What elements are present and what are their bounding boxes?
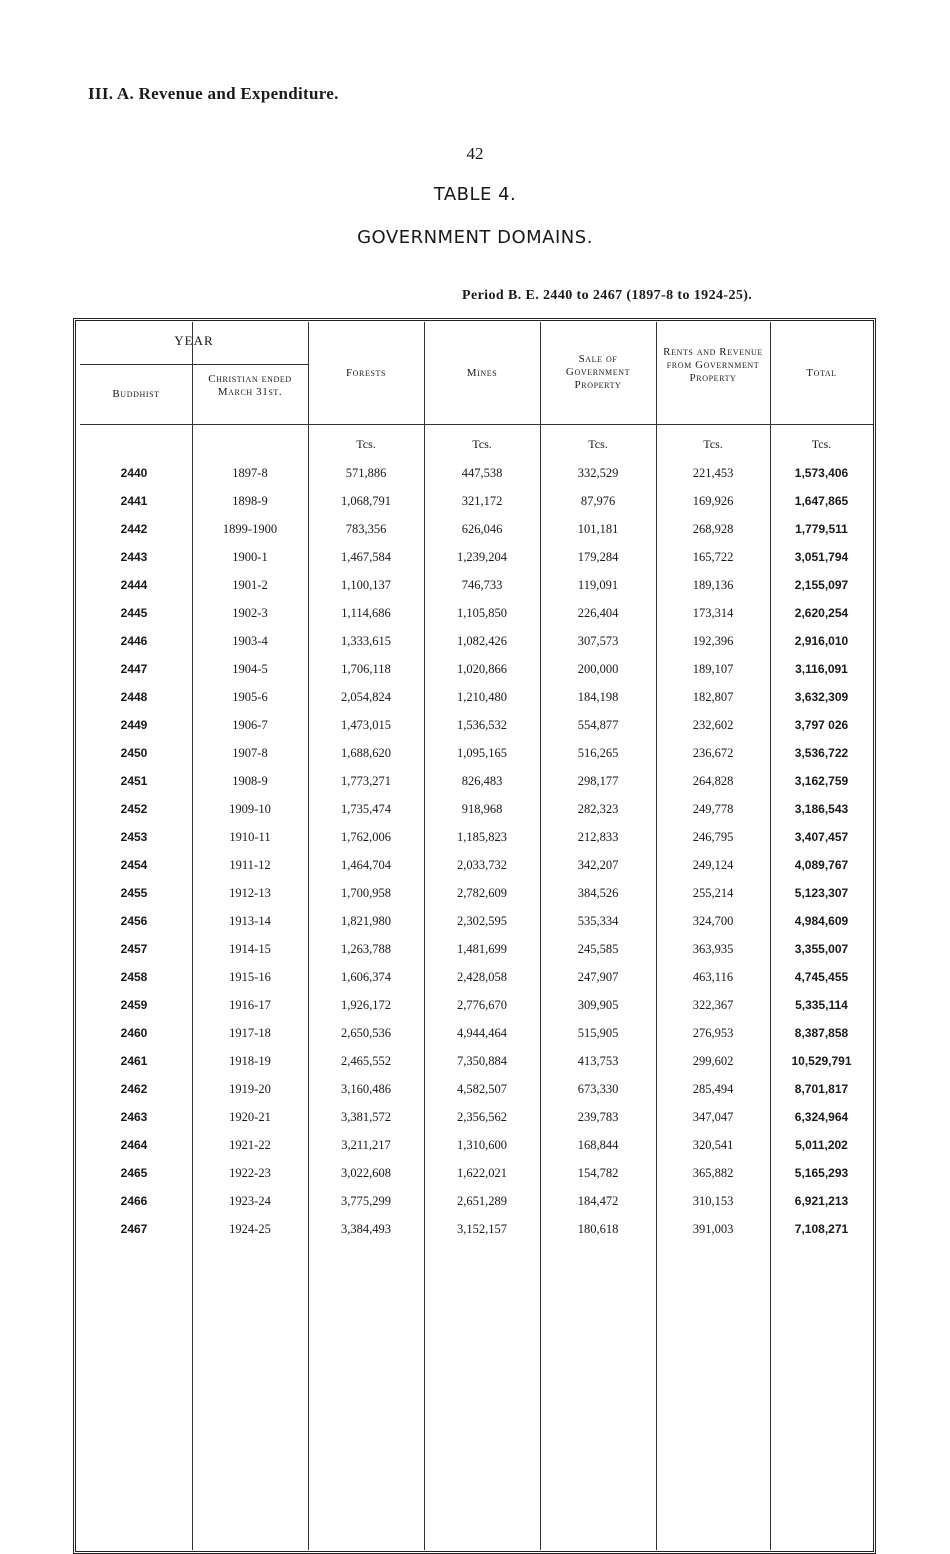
cell-buddhist-year: 2448 — [120, 690, 148, 704]
cell-mines: 447,538 — [461, 466, 503, 480]
cell-sale: 119,091 — [577, 578, 619, 592]
cell-sale: 554,877 — [577, 718, 619, 732]
cell-sale: 168,844 — [577, 1138, 619, 1152]
cell-buddhist-year: 2466 — [120, 1194, 148, 1208]
cell-mines: 4,582,507 — [457, 1082, 507, 1096]
cell-sale: 535,334 — [577, 914, 619, 928]
cell-rents: 189,107 — [692, 662, 734, 676]
cell-total: 3,536,722 — [794, 746, 849, 760]
cell-mines: 1,239,204 — [457, 550, 507, 564]
cell-forests: 1,606,374 — [341, 970, 391, 984]
header-sale-of-government-property: Sale of Government Property — [565, 353, 631, 391]
cell-christian-year: 1898-9 — [232, 494, 268, 508]
cell-christian-year: 1915-16 — [229, 970, 271, 984]
table-row — [76, 908, 873, 935]
cell-total: 8,387,858 — [794, 1026, 849, 1040]
table-row — [76, 712, 873, 739]
cell-christian-year: 1917-18 — [229, 1026, 271, 1040]
cell-mines: 1,105,850 — [457, 606, 507, 620]
table-row — [76, 460, 873, 487]
cell-forests: 1,688,620 — [341, 746, 391, 760]
cell-rents: 236,672 — [692, 746, 734, 760]
cell-total: 3,186,543 — [794, 802, 849, 816]
cell-forests: 2,650,536 — [341, 1026, 391, 1040]
cell-christian-year: 1900-1 — [232, 550, 268, 564]
cell-forests: 3,381,572 — [341, 1110, 391, 1124]
cell-forests: 3,384,493 — [341, 1222, 391, 1236]
cell-buddhist-year: 2463 — [120, 1110, 148, 1124]
cell-sale: 342,207 — [577, 858, 619, 872]
cell-buddhist-year: 2450 — [120, 746, 148, 760]
cell-total: 1,647,865 — [794, 494, 849, 508]
cell-christian-year: 1921-22 — [229, 1138, 271, 1152]
period-label: Period B. E. 2440 to 2467 (1897-8 to 1924-25). — [462, 288, 753, 303]
cell-christian-year: 1912-13 — [229, 886, 271, 900]
cell-rents: 299,602 — [692, 1054, 734, 1068]
cell-rents: 249,124 — [692, 858, 734, 872]
table-row — [76, 740, 873, 767]
cell-rents: 246,795 — [692, 830, 734, 844]
cell-sale: 245,585 — [577, 942, 619, 956]
cell-rents: 322,367 — [692, 998, 734, 1012]
cell-total: 3,051,794 — [794, 550, 849, 564]
table-row — [76, 964, 873, 991]
cell-total: 2,620,254 — [794, 606, 849, 620]
cell-rents: 324,700 — [692, 914, 734, 928]
cell-mines: 1,095,165 — [457, 746, 507, 760]
cell-buddhist-year: 2452 — [120, 802, 148, 816]
cell-mines: 826,483 — [461, 774, 503, 788]
cell-sale: 239,783 — [577, 1110, 619, 1124]
table-row — [76, 572, 873, 599]
cell-forests: 1,700,958 — [341, 886, 391, 900]
cell-buddhist-year: 2445 — [120, 606, 148, 620]
cell-mines: 1,536,532 — [457, 718, 507, 732]
cell-christian-year: 1909-10 — [229, 802, 271, 816]
cell-christian-year: 1920-21 — [229, 1110, 271, 1124]
cell-rents: 268,928 — [692, 522, 734, 536]
header-buddhist: Buddhist — [112, 388, 160, 400]
cell-sale: 154,782 — [577, 1166, 619, 1180]
cell-forests: 571,886 — [345, 466, 387, 480]
cell-sale: 184,472 — [577, 1194, 619, 1208]
cell-mines: 1,185,823 — [457, 830, 507, 844]
cell-rents: 249,778 — [692, 802, 734, 816]
cell-buddhist-year: 2462 — [120, 1082, 148, 1096]
cell-forests: 1,821,980 — [341, 914, 391, 928]
cell-rents: 276,953 — [692, 1026, 734, 1040]
cell-mines: 2,428,058 — [457, 970, 507, 984]
cell-christian-year: 1910-11 — [229, 830, 271, 844]
cell-total: 4,089,767 — [794, 858, 849, 872]
cell-total: 6,324,964 — [794, 1110, 849, 1124]
table-row — [76, 1048, 873, 1075]
cell-total: 3,355,007 — [794, 942, 849, 956]
cell-mines: 746,733 — [461, 578, 503, 592]
header-christian: Christian ended March 31st. — [208, 373, 292, 398]
cell-christian-year: 1901-2 — [232, 578, 268, 592]
cell-sale: 180,618 — [577, 1222, 619, 1236]
cell-forests: 2,054,824 — [341, 690, 391, 704]
cell-forests: 1,333,615 — [341, 634, 391, 648]
cell-rents: 310,153 — [692, 1194, 734, 1208]
header-total: Total — [806, 367, 837, 379]
cell-rents: 221,453 — [692, 466, 734, 480]
cell-rents: 363,935 — [692, 942, 734, 956]
cell-total: 5,335,114 — [795, 998, 848, 1012]
table-row — [76, 1020, 873, 1047]
cell-mines: 1,020,866 — [457, 662, 507, 676]
unit-forests: Tcs. — [356, 437, 376, 451]
cell-rents: 173,314 — [692, 606, 734, 620]
cell-mines: 1,622,021 — [457, 1166, 507, 1180]
table-row — [76, 544, 873, 571]
table-row — [76, 628, 873, 655]
cell-sale: 200,000 — [577, 662, 619, 676]
header-mines: Mines — [466, 367, 498, 379]
cell-total: 4,984,609 — [794, 914, 849, 928]
cell-christian-year: 1918-19 — [229, 1054, 271, 1068]
cell-buddhist-year: 2444 — [120, 578, 148, 592]
cell-total: 3,162,759 — [794, 774, 849, 788]
cell-sale: 332,529 — [577, 466, 619, 480]
cell-sale: 184,198 — [577, 690, 619, 704]
cell-mines: 3,152,157 — [457, 1222, 507, 1236]
cell-christian-year: 1899-1900 — [222, 522, 278, 536]
cell-buddhist-year: 2464 — [120, 1138, 148, 1152]
table-row — [76, 684, 873, 711]
cell-sale: 309,905 — [577, 998, 619, 1012]
table-row — [76, 516, 873, 543]
cell-buddhist-year: 2451 — [120, 774, 148, 788]
table-row — [76, 656, 873, 683]
cell-sale: 101,181 — [577, 522, 619, 536]
cell-buddhist-year: 2453 — [120, 830, 148, 844]
cell-mines: 2,033,732 — [457, 858, 507, 872]
cell-buddhist-year: 2467 — [120, 1222, 148, 1236]
cell-mines: 2,302,595 — [457, 914, 507, 928]
cell-rents: 232,602 — [692, 718, 734, 732]
cell-forests: 1,706,118 — [341, 662, 391, 676]
table-title: TABLE 4. — [433, 184, 517, 205]
table-row — [76, 1076, 873, 1103]
cell-mines: 918,968 — [461, 802, 503, 816]
cell-sale: 673,330 — [577, 1082, 619, 1096]
cell-total: 2,916,010 — [794, 634, 849, 648]
cell-sale: 247,907 — [577, 970, 619, 984]
cell-mines: 1,310,600 — [457, 1138, 507, 1152]
table-row — [76, 936, 873, 963]
cell-total: 4,745,455 — [794, 970, 849, 984]
cell-sale: 226,404 — [577, 606, 619, 620]
cell-buddhist-year: 2446 — [120, 634, 148, 648]
table-row — [76, 992, 873, 1019]
table-row — [76, 852, 873, 879]
header-bottom-rule — [80, 424, 873, 425]
cell-sale: 384,526 — [577, 886, 619, 900]
cell-christian-year: 1908-9 — [232, 774, 268, 788]
cell-forests: 1,467,584 — [341, 550, 391, 564]
cell-rents: 285,494 — [692, 1082, 734, 1096]
cell-sale: 298,177 — [577, 774, 619, 788]
cell-mines: 2,651,289 — [457, 1194, 507, 1208]
cell-buddhist-year: 2442 — [120, 522, 148, 536]
cell-rents: 347,047 — [692, 1110, 734, 1124]
cell-christian-year: 1911-12 — [229, 858, 271, 872]
cell-christian-year: 1923-24 — [229, 1194, 271, 1208]
cell-forests: 1,464,704 — [341, 858, 391, 872]
cell-total: 3,797 026 — [794, 718, 849, 732]
cell-mines: 321,172 — [461, 494, 503, 508]
section-heading: III. A. Revenue and Expenditure. — [88, 84, 339, 103]
cell-christian-year: 1924-25 — [229, 1222, 271, 1236]
cell-total: 5,011,202 — [795, 1138, 848, 1152]
cell-forests: 1,100,137 — [341, 578, 391, 592]
cell-sale: 212,833 — [577, 830, 619, 844]
cell-forests: 1,473,015 — [341, 718, 391, 732]
cell-forests: 3,022,608 — [341, 1166, 391, 1180]
cell-mines: 2,356,562 — [457, 1110, 507, 1124]
cell-total: 3,407,457 — [794, 830, 849, 844]
cell-mines: 626,046 — [461, 522, 503, 536]
cell-total: 1,779,511 — [795, 522, 848, 536]
header-rents-and-revenue: Rents and Revenue from Government Property — [663, 346, 763, 384]
cell-buddhist-year: 2459 — [120, 998, 148, 1012]
cell-buddhist-year: 2460 — [120, 1026, 148, 1040]
cell-sale: 282,323 — [577, 802, 619, 816]
cell-forests: 1,114,686 — [341, 606, 391, 620]
cell-christian-year: 1906-7 — [232, 718, 268, 732]
unit-total: Tcs. — [811, 437, 832, 451]
cell-forests: 3,775,299 — [341, 1194, 391, 1208]
table-row — [76, 1216, 873, 1243]
cell-buddhist-year: 2454 — [120, 858, 148, 872]
cell-mines: 1,210,480 — [457, 690, 507, 704]
page-number: 42 — [466, 144, 484, 163]
cell-mines: 1,082,426 — [457, 634, 507, 648]
cell-christian-year: 1916-17 — [229, 998, 271, 1012]
unit-mines: Tcs. — [472, 437, 492, 451]
cell-christian-year: 1907-8 — [232, 746, 268, 760]
cell-total: 3,116,091 — [795, 662, 848, 676]
cell-rents: 192,396 — [692, 634, 734, 648]
cell-buddhist-year: 2443 — [120, 550, 148, 564]
cell-forests: 1,263,788 — [341, 942, 391, 956]
cell-sale: 179,284 — [577, 550, 619, 564]
cell-sale: 307,573 — [577, 634, 619, 648]
table-row — [76, 1132, 873, 1159]
cell-mines: 2,782,609 — [457, 886, 507, 900]
cell-christian-year: 1897-8 — [232, 466, 268, 480]
table-row — [76, 600, 873, 627]
cell-sale: 413,753 — [577, 1054, 619, 1068]
table-row — [76, 1188, 873, 1215]
cell-rents: 264,828 — [692, 774, 734, 788]
cell-christian-year: 1905-6 — [232, 690, 268, 704]
cell-forests: 2,465,552 — [341, 1054, 391, 1068]
header-forests: Forests — [345, 367, 387, 379]
cell-buddhist-year: 2447 — [120, 662, 148, 676]
cell-forests: 1,068,791 — [341, 494, 391, 508]
cell-christian-year: 1903-4 — [232, 634, 268, 648]
cell-sale: 516,265 — [577, 746, 619, 760]
cell-total: 3,632,309 — [794, 690, 849, 704]
cell-total: 5,123,307 — [794, 886, 849, 900]
cell-total: 7,108,271 — [794, 1222, 849, 1236]
table-subtitle: GOVERNMENT DOMAINS. — [357, 227, 593, 248]
cell-sale: 515,905 — [577, 1026, 619, 1040]
table-row — [76, 488, 873, 515]
cell-buddhist-year: 2458 — [120, 970, 148, 984]
cell-christian-year: 1919-20 — [229, 1082, 271, 1096]
cell-mines: 7,350,884 — [457, 1054, 507, 1068]
table-row — [76, 824, 873, 851]
cell-forests: 783,356 — [345, 522, 387, 536]
cell-total: 5,165,293 — [794, 1166, 849, 1180]
table-row — [76, 880, 873, 907]
cell-total: 8,701,817 — [794, 1082, 849, 1096]
cell-christian-year: 1922-23 — [229, 1166, 271, 1180]
year-header-rule — [80, 364, 308, 365]
cell-rents: 189,136 — [692, 578, 734, 592]
cell-total: 2,155,097 — [794, 578, 849, 592]
cell-forests: 1,926,172 — [341, 998, 391, 1012]
unit-sale: Tcs. — [588, 437, 608, 451]
cell-buddhist-year: 2441 — [120, 494, 148, 508]
unit-rents: Tcs. — [703, 437, 723, 451]
cell-rents: 182,807 — [692, 690, 734, 704]
cell-total: 10,529,791 — [791, 1054, 852, 1068]
cell-mines: 1,481,699 — [457, 942, 507, 956]
cell-buddhist-year: 2449 — [120, 718, 148, 732]
header-year: YEAR — [174, 333, 214, 348]
cell-rents: 463,116 — [692, 970, 734, 984]
table-row — [76, 768, 873, 795]
cell-buddhist-year: 2440 — [120, 466, 148, 480]
cell-buddhist-year: 2455 — [120, 886, 148, 900]
cell-rents: 365,882 — [692, 1166, 734, 1180]
cell-total: 6,921,213 — [794, 1194, 849, 1208]
cell-mines: 4,944,464 — [457, 1026, 507, 1040]
cell-rents: 320,541 — [692, 1138, 734, 1152]
cell-forests: 3,211,217 — [341, 1138, 391, 1152]
cell-buddhist-year: 2457 — [120, 942, 148, 956]
cell-rents: 169,926 — [692, 494, 734, 508]
table-row — [76, 1160, 873, 1187]
cell-forests: 3,160,486 — [341, 1082, 391, 1096]
cell-forests: 1,735,474 — [341, 802, 391, 816]
cell-rents: 255,214 — [692, 886, 734, 900]
cell-forests: 1,762,006 — [341, 830, 391, 844]
cell-christian-year: 1914-15 — [229, 942, 271, 956]
cell-total: 1,573,406 — [794, 466, 849, 480]
cell-christian-year: 1913-14 — [229, 914, 271, 928]
table-row — [76, 1104, 873, 1131]
table-row — [76, 796, 873, 823]
cell-rents: 165,722 — [692, 550, 734, 564]
cell-christian-year: 1902-3 — [232, 606, 268, 620]
cell-rents: 391,003 — [692, 1222, 734, 1236]
cell-christian-year: 1904-5 — [232, 662, 268, 676]
cell-buddhist-year: 2461 — [120, 1054, 148, 1068]
cell-buddhist-year: 2465 — [120, 1166, 148, 1180]
cell-buddhist-year: 2456 — [120, 914, 148, 928]
cell-forests: 1,773,271 — [341, 774, 391, 788]
cell-mines: 2,776,670 — [457, 998, 507, 1012]
cell-sale: 87,976 — [580, 494, 616, 508]
